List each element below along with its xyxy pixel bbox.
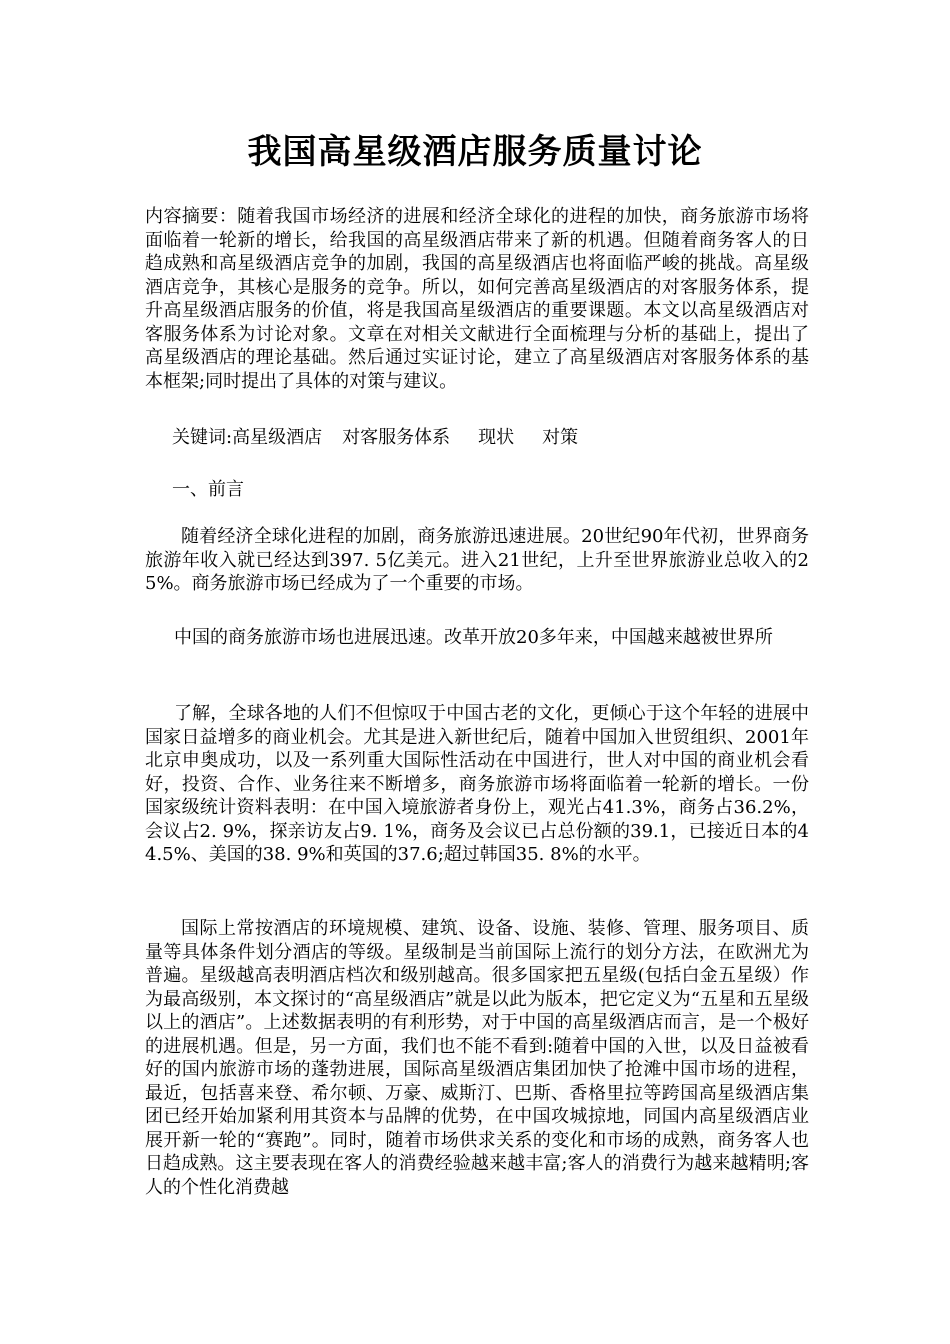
body-paragraph: 国际上常按酒店的环境规模、建筑、设备、设施、装修、管理、服务项目、质量等具体条件划分酒店的等级。星级制是当前国际上流行的划分方法，在欧洲尤为普遍。星级越高表明酒店档次和级别越高。很多国家把五星级(包括白金五星级）作为最高级别，本文探讨的“高星级酒店”就是以此为版本，把它定义为“五星和五星级以上的酒店”。上述数据表明的有利形势，对于中国的高星级酒店而言，是一个极好的进展机遇。但是，另一方面，我们也不能不看到:随着中国的入世，以及日益被看好的国内旅游市场的蓬勃进展，国际高星级酒店集团加快了抢滩中国市场的进程，最近，包括喜来登、希尔顿、万豪、威斯汀、巴斯、香格里拉等跨国高星级酒店集团已经开始加紧利用其资本与品牌的优势，在中国攻城掠地，同国内高星级酒店业展开新一轮的“赛跑”。同时，随着市场供求关系的变化和市场的成熟，商务客人也日趋成熟。这主要表现在客人的消费经验越来越丰富;客人的消费行为越来越精明;客人的个性化消费越: [145, 918, 809, 1198]
section-heading: 一、前言: [172, 479, 244, 500]
document-title: 我国高星级酒店服务质量讨论: [247, 132, 703, 172]
keywords-line: [145, 426, 809, 450]
body-paragraph: 了解，全球各地的人们不但惊叹于中国古老的文化，更倾心于这个年轻的进展中国家日益增多的商业机会。尤其是进入新世纪后，随着中国加入世贸组织、2001年北京申奥成功，以及一系列重大国际性活动在中国进行，世人对中国的商业机会看好，投资、合作、业务往来不断增多，商务旅游市场将面临着一轮新的增长。一份国家级统计资料表明：在中国入境旅游者身份上，观光占41.3%，商务占36.2%，会议占2. 9%，探亲访友占9. 1%，商务及会议已占总份额的39.1，已接近日本的44.5%、美国的38. 9%和英国的37.6;超过韩国35. 8%的水平。: [145, 703, 809, 865]
keywords-label: 关键词:: [172, 427, 233, 448]
keyword-item: 高星级酒店: [232, 427, 323, 448]
abstract-paragraph: 内容摘要：随着我国市场经济的进展和经济全球化的进程的加快，商务旅游市场将面临着一轮新的增长，给我国的高星级酒店带来了新的机遇。但随着商务客人的日趋成熟和高星级酒店竞争的加剧，我国的高星级酒店也将面临严峻的挑战。高星级酒店竞争，其核心是服务的竞争。所以，如何完善高星级酒店的对客服务体系，提升高星级酒店服务的价值，将是我国高星级酒店的重要课题。本文以高星级酒店对客服务体系为讨论对象。文章在对相关文献进行全面梳理与分析的基础上，提出了高星级酒店的理论基础。然后通过实证讨论，建立了高星级酒店对客服务体系的基本框架;同时提出了具体的对策与建议。: [145, 206, 809, 392]
body-paragraph: 中国的商务旅游市场也进展迅速。改革开放20多年来，中国越来越被世界所: [174, 627, 773, 648]
keyword-item: 对策: [542, 427, 579, 448]
body-paragraph: 随着经济全球化进程的加剧，商务旅游迅速进展。20世纪90年代初，世界商务旅游年收入就已经达到397. 5亿美元。进入21世纪，上升至世界旅游业总收入的25%。商务旅游市场已经成为了一个重要的市场。: [145, 526, 809, 594]
keyword-item: 现状: [478, 427, 515, 448]
keyword-item: 对客服务体系: [342, 427, 451, 448]
